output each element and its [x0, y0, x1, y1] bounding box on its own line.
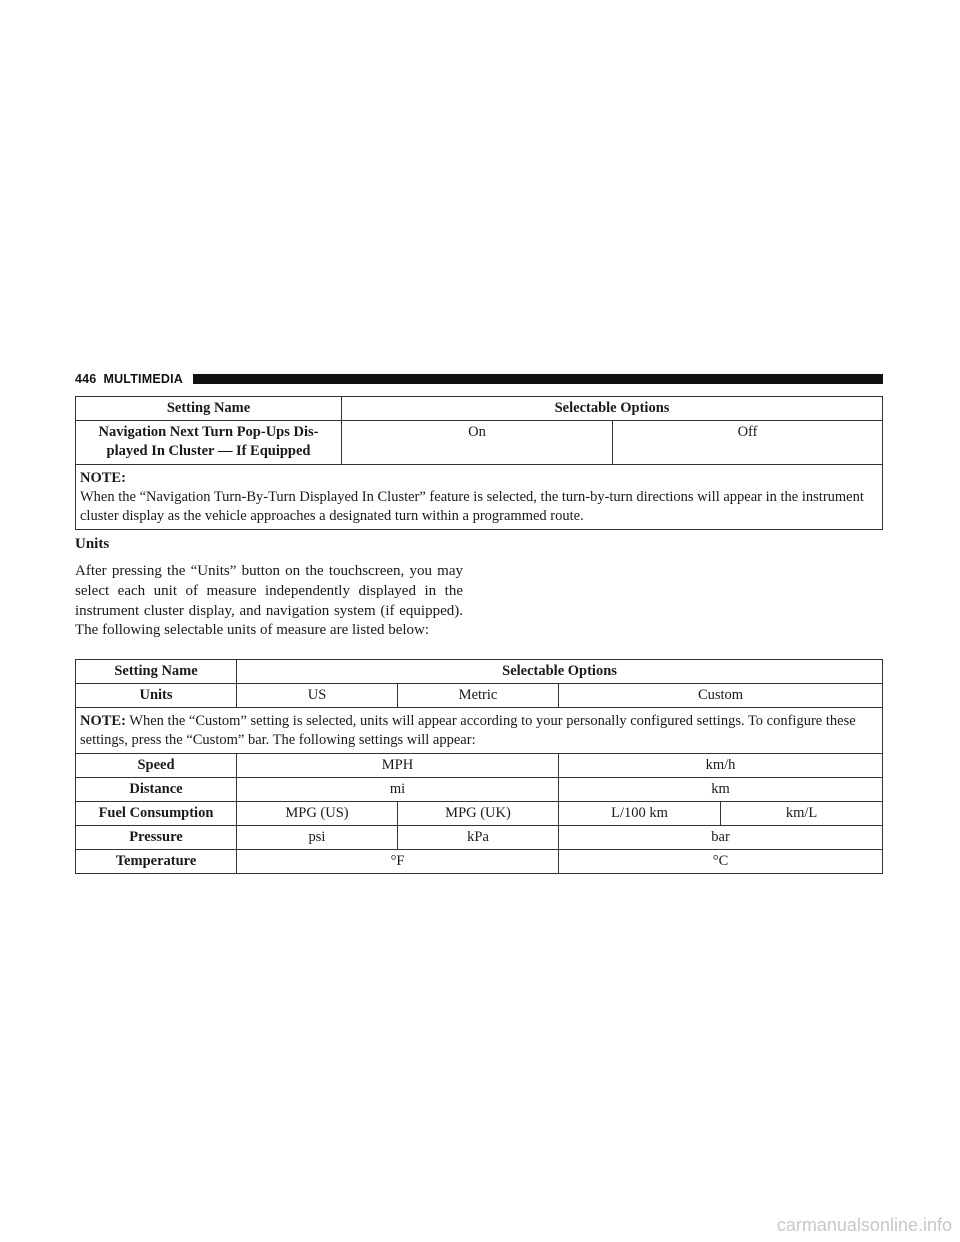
nav-settings-table [75, 396, 883, 530]
option-psi: psi [237, 826, 398, 850]
setting-name-temperature: Temperature [76, 850, 237, 874]
option-kml: km/L [721, 802, 883, 826]
option-mi: mi [237, 778, 559, 802]
watermark: carmanualsonline.info [776, 1215, 952, 1235]
option-custom: Custom [559, 684, 883, 708]
note-label: NOTE: [80, 713, 126, 729]
table-row [76, 802, 883, 826]
option-metric: Metric [398, 684, 559, 708]
units-settings-table [75, 659, 883, 874]
page-number: 446 [75, 372, 97, 386]
table-row [76, 421, 883, 465]
setting-name-units: Units [76, 684, 237, 708]
header-setting-name: Setting Name [76, 660, 237, 684]
note-text: When the “Navigation Turn-By-Turn Displayed In Cluster” feature is selected, the turn-by-turn directions will appear in the instrument cluster display as the vehicle approaches a designated turn within a programmed route. [80, 489, 864, 524]
option-mpg-uk: MPG (UK) [398, 802, 559, 826]
header-rule [193, 374, 883, 384]
header-selectable-options: Selectable Options [342, 397, 883, 421]
option-us: US [237, 684, 398, 708]
note-text: When the “Custom” setting is selected, units will appear according to your personally configured settings. To configure these settings, press the “Custom” bar. The following settings will appear: [80, 713, 856, 748]
setting-name-distance: Distance [76, 778, 237, 802]
note-row [76, 465, 883, 530]
page-header [75, 371, 883, 387]
option-mpg-us: MPG (US) [237, 802, 398, 826]
option-fahrenheit: °F [237, 850, 559, 874]
option-km: km [559, 778, 883, 802]
table-header-row [76, 397, 883, 421]
setting-name-nav-popups: Navigation Next Turn Pop-Ups Dis-played In Cluster — If Equipped [76, 421, 342, 465]
setting-name-fuel: Fuel Consumption [76, 802, 237, 826]
header-setting-name: Setting Name [76, 397, 342, 421]
option-on: On [342, 421, 613, 465]
option-kpa: kPa [398, 826, 559, 850]
note-row [76, 708, 883, 754]
table-row [76, 826, 883, 850]
table-row [76, 850, 883, 874]
option-mph: MPH [237, 754, 559, 778]
section-name: MULTIMEDIA [103, 372, 184, 386]
table-header-row [76, 660, 883, 684]
note-cell [76, 708, 883, 754]
option-celsius: °C [559, 850, 883, 874]
option-bar: bar [559, 826, 883, 850]
header-selectable-options: Selectable Options [237, 660, 883, 684]
table-row [76, 754, 883, 778]
section-title-units: Units [75, 536, 110, 552]
table-row [76, 778, 883, 802]
option-kmh: km/h [559, 754, 883, 778]
note-cell [76, 465, 883, 530]
setting-name-pressure: Pressure [76, 826, 237, 850]
note-label: NOTE: [80, 470, 126, 486]
table-row [76, 684, 883, 708]
units-intro-paragraph: After pressing the “Units” button on the touchscreen, you may select each unit of measure independently displayed in the instrument cluster display, and navigation system (if equipped). The following selectable units of measure are listed below: [75, 563, 463, 639]
option-l100km: L/100 km [559, 802, 721, 826]
setting-name-speed: Speed [76, 754, 237, 778]
option-off: Off [613, 421, 883, 465]
